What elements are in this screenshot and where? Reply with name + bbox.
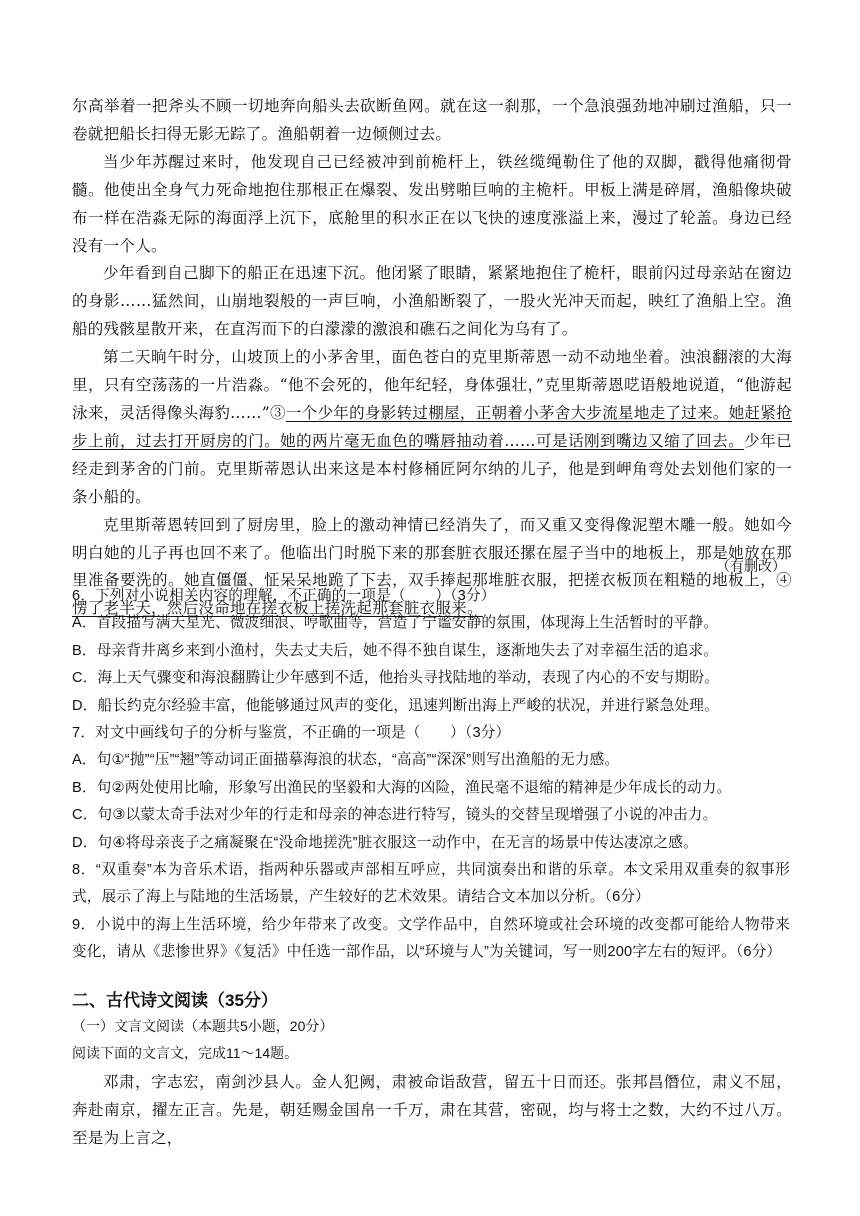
story-paragraph-1: 尔高举着一把斧头不顾一切地奔向船头去砍断鱼网。就在这一刹那，一个急浪强劲地冲刷过渔船，只一卷就把船长扫得无影无踪了。渔船朝着一边倾侧过去。 — [72, 97, 792, 143]
story-paragraph-4 — [72, 344, 792, 511]
question-7: 7．对文中画线句子的分析与鉴赏，不正确的一项是（ ）（3分） — [72, 725, 511, 742]
story-excerpt — [72, 93, 792, 623]
underlined-sentence-4: 愣了老半天，然后没命地在搓衣板上搓洗起那套脏衣服来。 — [72, 599, 483, 618]
subsection-heading: （一）文言文阅读（本题共5小题，20分） — [72, 1018, 334, 1034]
question-9: 9．小说中的海上生活环境，给少年带来了改变。文学作品中，自然环境或社会环境的改变都可能给人物带来变化，请从《悲惨世界》《复活》中任选一部作品，以“环境与人”为关键词，写一则200字左右的短评。（6分） — [72, 916, 790, 961]
story-paragraph-3: 少年看到自己脚下的船正在迅速下沉。他闭紧了眼睛，紧紧地抱住了桅杆，眼前闪过母亲站在窗边的身影……猛然间，山崩地裂般的一声巨响，小渔船断裂了，一股火光冲天而起，映红了渔船上空。渔船的残骸星散开来，在直泻而下的白濛濛的激浪和礁石之间化为乌有了。 — [72, 264, 792, 339]
question-8: 8．“双重奏”本为音乐术语，指两种乐器或声部相互呼应，共同演奏出和谐的乐章。本文采用双重奏的叙事形式，展示了海上与陆地的生活场景，产生较好的艺术效果。请结合文本加以分析。（6分） — [72, 862, 790, 906]
story-paragraph-4-text: 第二天晌午时分，山坡顶上的小茅舍里，面色苍白的克里斯蒂恩一动不动地坐着。浊浪翻滚的大海里，只有空荡荡的一片浩淼。“他不会死的，他年纪轻，身体强壮，”克里斯蒂恩呓语般地说道，“他游起泳来，灵活得像头海豹……”③ — [72, 348, 792, 422]
story-paragraph-4-tail: 少年已经走到茅舍的门前。克里斯蒂恩认出来这是本村修桶匠阿尔纳的儿子，他是到岬角弯处去划他们家的一条小船的。 — [72, 431, 792, 506]
reading-instruction: 阅读下面的文言文，完成11～14题。 — [72, 1045, 299, 1061]
question-6-option-b: B．母亲背井离乡来到小渔村，失去丈夫后，她不得不独自谋生，逐渐地失去了对幸福生活的追求。 — [72, 642, 719, 659]
question-7-option-b: B．句②两处使用比喻，形象写出渔民的坚毅和大海的凶险，渔民毫不退缩的精神是少年成长的动力。 — [72, 779, 732, 796]
question-7-option-d: D．句④将母亲丧子之痛凝聚在“没命地搓洗”脏衣服这一动作中，在无言的场景中传达凄凉之感。 — [72, 834, 698, 851]
question-7-option-c: C．句③以蒙太奇手法对少年的行走和母亲的神态进行特写，镜头的交替呈现增强了小说的冲击力。 — [72, 807, 718, 824]
adaptation-note: （有删改） — [716, 559, 786, 575]
question-6: 6．下列对小说相关内容的理解，不正确的一项是（ ）（3分） — [72, 588, 496, 604]
section-2-title: 二、古代诗文阅读（35分） — [72, 991, 278, 1010]
underlined-sentence-3: 一个少年的身影转过棚屋，正朝着小茅舍大步流星地走了过来。她赶紧抢步上前，过去打开厨房的门。她的两片毫无血色的嘴唇抽动着……可是话刚到嘴边又缩了回去。 — [72, 403, 792, 450]
story-paragraph-5-text: 克里斯蒂恩转回到了厨房里，脸上的激动神情已经消失了，而又重又变得像泥塑木雕一般。她如今明白她的儿子再也回不来了。他临出门时脱下来的那套脏衣服还摞在屋子当中的地板上，那是她放在那里准备要洗的。她直僵僵、怔呆呆地跪了下去，双手捧起那堆脏衣服，把搓衣板顶在粗糙的地板上，④ — [72, 515, 792, 590]
question-7-option-a: A．句①“抛”“压”“翘”等动词正面描摹海浪的状态，“高高”“深深”则写出渔船的无力感。 — [72, 752, 620, 769]
section-2-intro — [72, 1013, 790, 1067]
question-6-option-d: D．船长约克尔经验丰富，他能够通过风声的变化，迅速判断出海上严峻的状况，并进行紧急处理。 — [72, 697, 719, 714]
questions-block — [72, 583, 790, 967]
story-paragraph-2: 当少年苏醒过来时，他发现自己已经被冲到前桅杆上，铁丝缆绳勒住了他的双脚，戳得他痛彻骨髓。他使出全身气力死命地抱住那根正在爆裂、发出劈啪巨响的主桅杆。甲板上满是碎屑，渔船像块破布一样在浩淼无际的海面浮上沉下，底舱里的积水正在以飞快的速度涨溢上来，漫过了轮盖。身边已经没有一个人。 — [72, 152, 792, 255]
classical-passage — [72, 1068, 792, 1152]
classical-paragraph-1: 邓肃，字志宏，南剑沙县人。金人犯阙，肃被命诣敌营，留五十日而还。张邦昌僭位，肃义不屈，奔赴南京，擢左正言。先是，朝廷赐金国帛一千万，肃在其营，密砚，均与将士之数，大约不过八万。至是为上言之， — [72, 1073, 792, 1147]
question-6-option-a: A．首段描写满天星光、微波细浪、哼歌曲等，营造了宁谧安静的氛围，体现海上生活暂时的平静。 — [72, 615, 719, 632]
question-6-option-c: C．海上天气骤变和海浪翻腾让少年感到不适，他抬头寻找陆地的举动，表现了内心的不安与期盼。 — [72, 670, 719, 687]
